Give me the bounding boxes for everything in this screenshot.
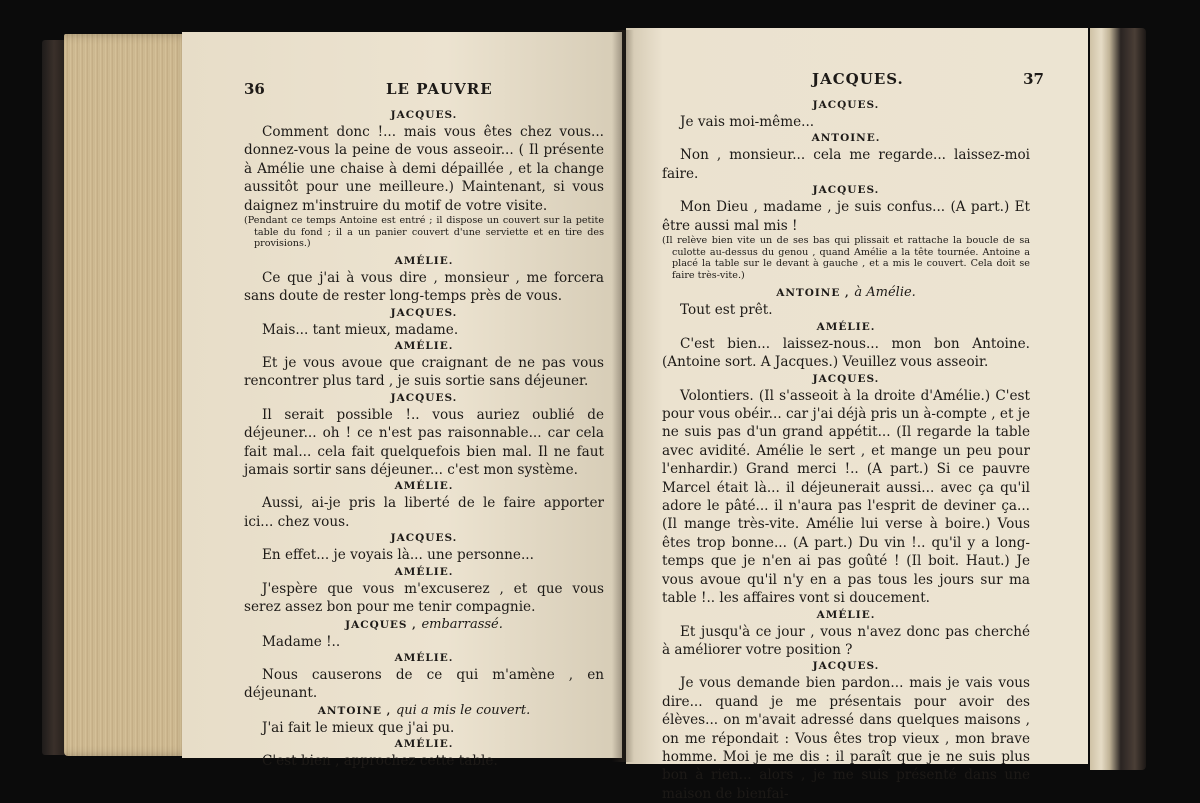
page-edges-left [64, 34, 192, 756]
speaker-name: JACQUES. [812, 184, 880, 197]
running-head: JACQUES. [812, 70, 904, 88]
speaker-name: AMÉLIE. [816, 320, 876, 333]
dialogue-line: C'est bien... laissez-nous... mon bon Antoine. (Antoine sort. A Jacques.) Veuillez vous asseoir. [662, 335, 1030, 371]
left-page [182, 32, 622, 770]
page-number: 37 [1023, 70, 1044, 88]
dialogue-line: J'ai fait le mieux que j'ai pu. [262, 719, 455, 736]
speaker-name: JACQUES , embarrassé. [345, 616, 503, 632]
dialogue-line: Je vous demande bien pardon... mais je vais vous dire... quand je me présentais pour avoir des élèves... on m'avait adressé dans quelques maisons , on me répondait : Vous êtes trop vieux , mon brave homme. Moi je me dis : il paraît que je ne suis plus bon à rien... alors , je me suis présenté dans une maison de bienfai- [662, 675, 1030, 802]
dialogue-line: Madame !.. [262, 633, 341, 650]
book-cover-right [1090, 28, 1146, 770]
dialogue-line: Mais... tant mieux, madame. [262, 321, 459, 338]
speaker-name: AMÉLIE. [394, 738, 454, 751]
dialogue-line: Non , monsieur... cela me regarde... laissez-moi faire. [662, 147, 1030, 182]
speaker-name: JACQUES. [812, 99, 880, 111]
book-gutter [612, 30, 634, 762]
stage-direction: embarrassé. [421, 616, 503, 632]
speaker-name: AMÉLIE. [394, 254, 454, 267]
speaker-name: JACQUES. [812, 372, 880, 385]
stage-direction: à Amélie. [854, 285, 916, 301]
speaker-name: AMÉLIE. [816, 608, 876, 621]
speaker-name: JACQUES. [812, 660, 880, 673]
dialogue-line: Comment donc !... mais vous êtes chez vous... donnez-vous la peine de vous asseoir... ( Il présente à Amélie une chaise à demi dépaillée , et la change aussitôt pour une meilleure.) Maintenant, si vous daignez m'instruire du motif de votre visite. [244, 124, 604, 214]
dialogue-line: C'est bien , approchez cette table. [262, 753, 498, 770]
page-number: 36 [244, 80, 265, 98]
dialogue-line: Et je vous avoue que craignant de ne pas vous rencontrer plus tard , je suis sortie sans déjeuner. [244, 355, 604, 390]
speaker-name: JACQUES. [390, 306, 458, 319]
dialogue-line: Mon Dieu , madame , je suis confus... (A part.) Et être aussi mal mis ! [662, 199, 1030, 234]
running-head: LE PAUVRE [386, 80, 493, 98]
dialogue-line: Aussi, ai-je pris la liberté de le faire apporter ici... chez vous. [244, 495, 604, 530]
speaker-name: AMÉLIE. [394, 651, 454, 664]
dialogue-line: En effet... je voyais là... une personne... [262, 547, 534, 564]
dialogue-line: J'espère que vous m'excuserez , et que vous serez assez bon pour me tenir compagnie. [244, 580, 604, 616]
speaker-name: JACQUES. [390, 109, 458, 121]
stage-note: (Il relève bien vite un de ses bas qui plissait et rattache la boucle de sa culotte au-dessus du genou , quand Amélie a la tête tournée. Antoine a placé la table sur le devant à gauche , et a mis le couvert. Cela doit se faire très-vite.) [662, 235, 1030, 281]
dialogue-line: Tout est prêt. [680, 302, 773, 319]
dialogue-line: Ce que j'ai à vous dire , monsieur , me forcera sans doute de rester long-temps près de vous. [244, 269, 604, 305]
stage-note: (Pendant ce temps Antoine est entré ; il dispose un couvert sur la petite table du fond ; il a un panier couvert d'une serviette et en tire des provisions.) [244, 215, 604, 250]
speaker-name: ANTOINE. [811, 132, 881, 145]
dialogue-line: Volontiers. (Il s'asseoit à la droite d'Amélie.) C'est pour vous obéir... car j'ai déjà pris un à-compte , et je ne suis pas d'un grand appétit... (Il regarde la table avec avidité. Amélie le sert , et mange un peu pour l'enhardir.) Grand merci !.. (A part.) Si ce pauvre Marcel était là... il déjeunerait aussi... avec ça qu'il adore le pâté... il n'aura pas l'esprit de deviner ça... (Il mange très-vite. Amélie lui verse à boire.) Vous êtes trop bonne... (A part.) Du vin !.. qu'il y a long-temps que je n'en ai pas goûté ! (Il boit. Haut.) Je vous avoue qu'il n'y en a pas tous les jours sur ma table !.. les affaires vont si doucement. [662, 387, 1030, 607]
speaker-name: AMÉLIE. [394, 340, 454, 353]
dialogue-line: Il serait possible !.. vous auriez oublié de déjeuner... oh ! ce n'est pas raisonnable... car cela fait mal... cela fait quelquefois bien mal. Il ne faut jamais sortir sans déjeuner... c'est mon système. [244, 406, 604, 479]
left-page-header [244, 80, 604, 104]
right-page-header [662, 70, 1044, 94]
dialogue-line: Je vais moi-même... [680, 114, 815, 130]
right-page-text [662, 98, 1030, 803]
dialogue-line: Et jusqu'à ce jour , vous n'avez donc pas cherché à améliorer votre position ? [662, 623, 1030, 658]
right-page [626, 28, 1088, 802]
speaker-name: ANTOINE , à Amélie. [776, 285, 916, 301]
speaker-name: ANTOINE , qui a mis le couvert. [317, 702, 531, 718]
speaker-name: JACQUES. [390, 532, 458, 545]
left-page-text [244, 108, 604, 771]
dialogue-line: Nous causerons de ce qui m'amène , en déjeunant. [244, 666, 604, 702]
stage-direction: qui a mis le couvert. [395, 702, 531, 718]
speaker-name: AMÉLIE. [394, 565, 454, 578]
speaker-name: AMÉLIE. [394, 480, 454, 493]
speaker-name: JACQUES. [390, 391, 458, 404]
